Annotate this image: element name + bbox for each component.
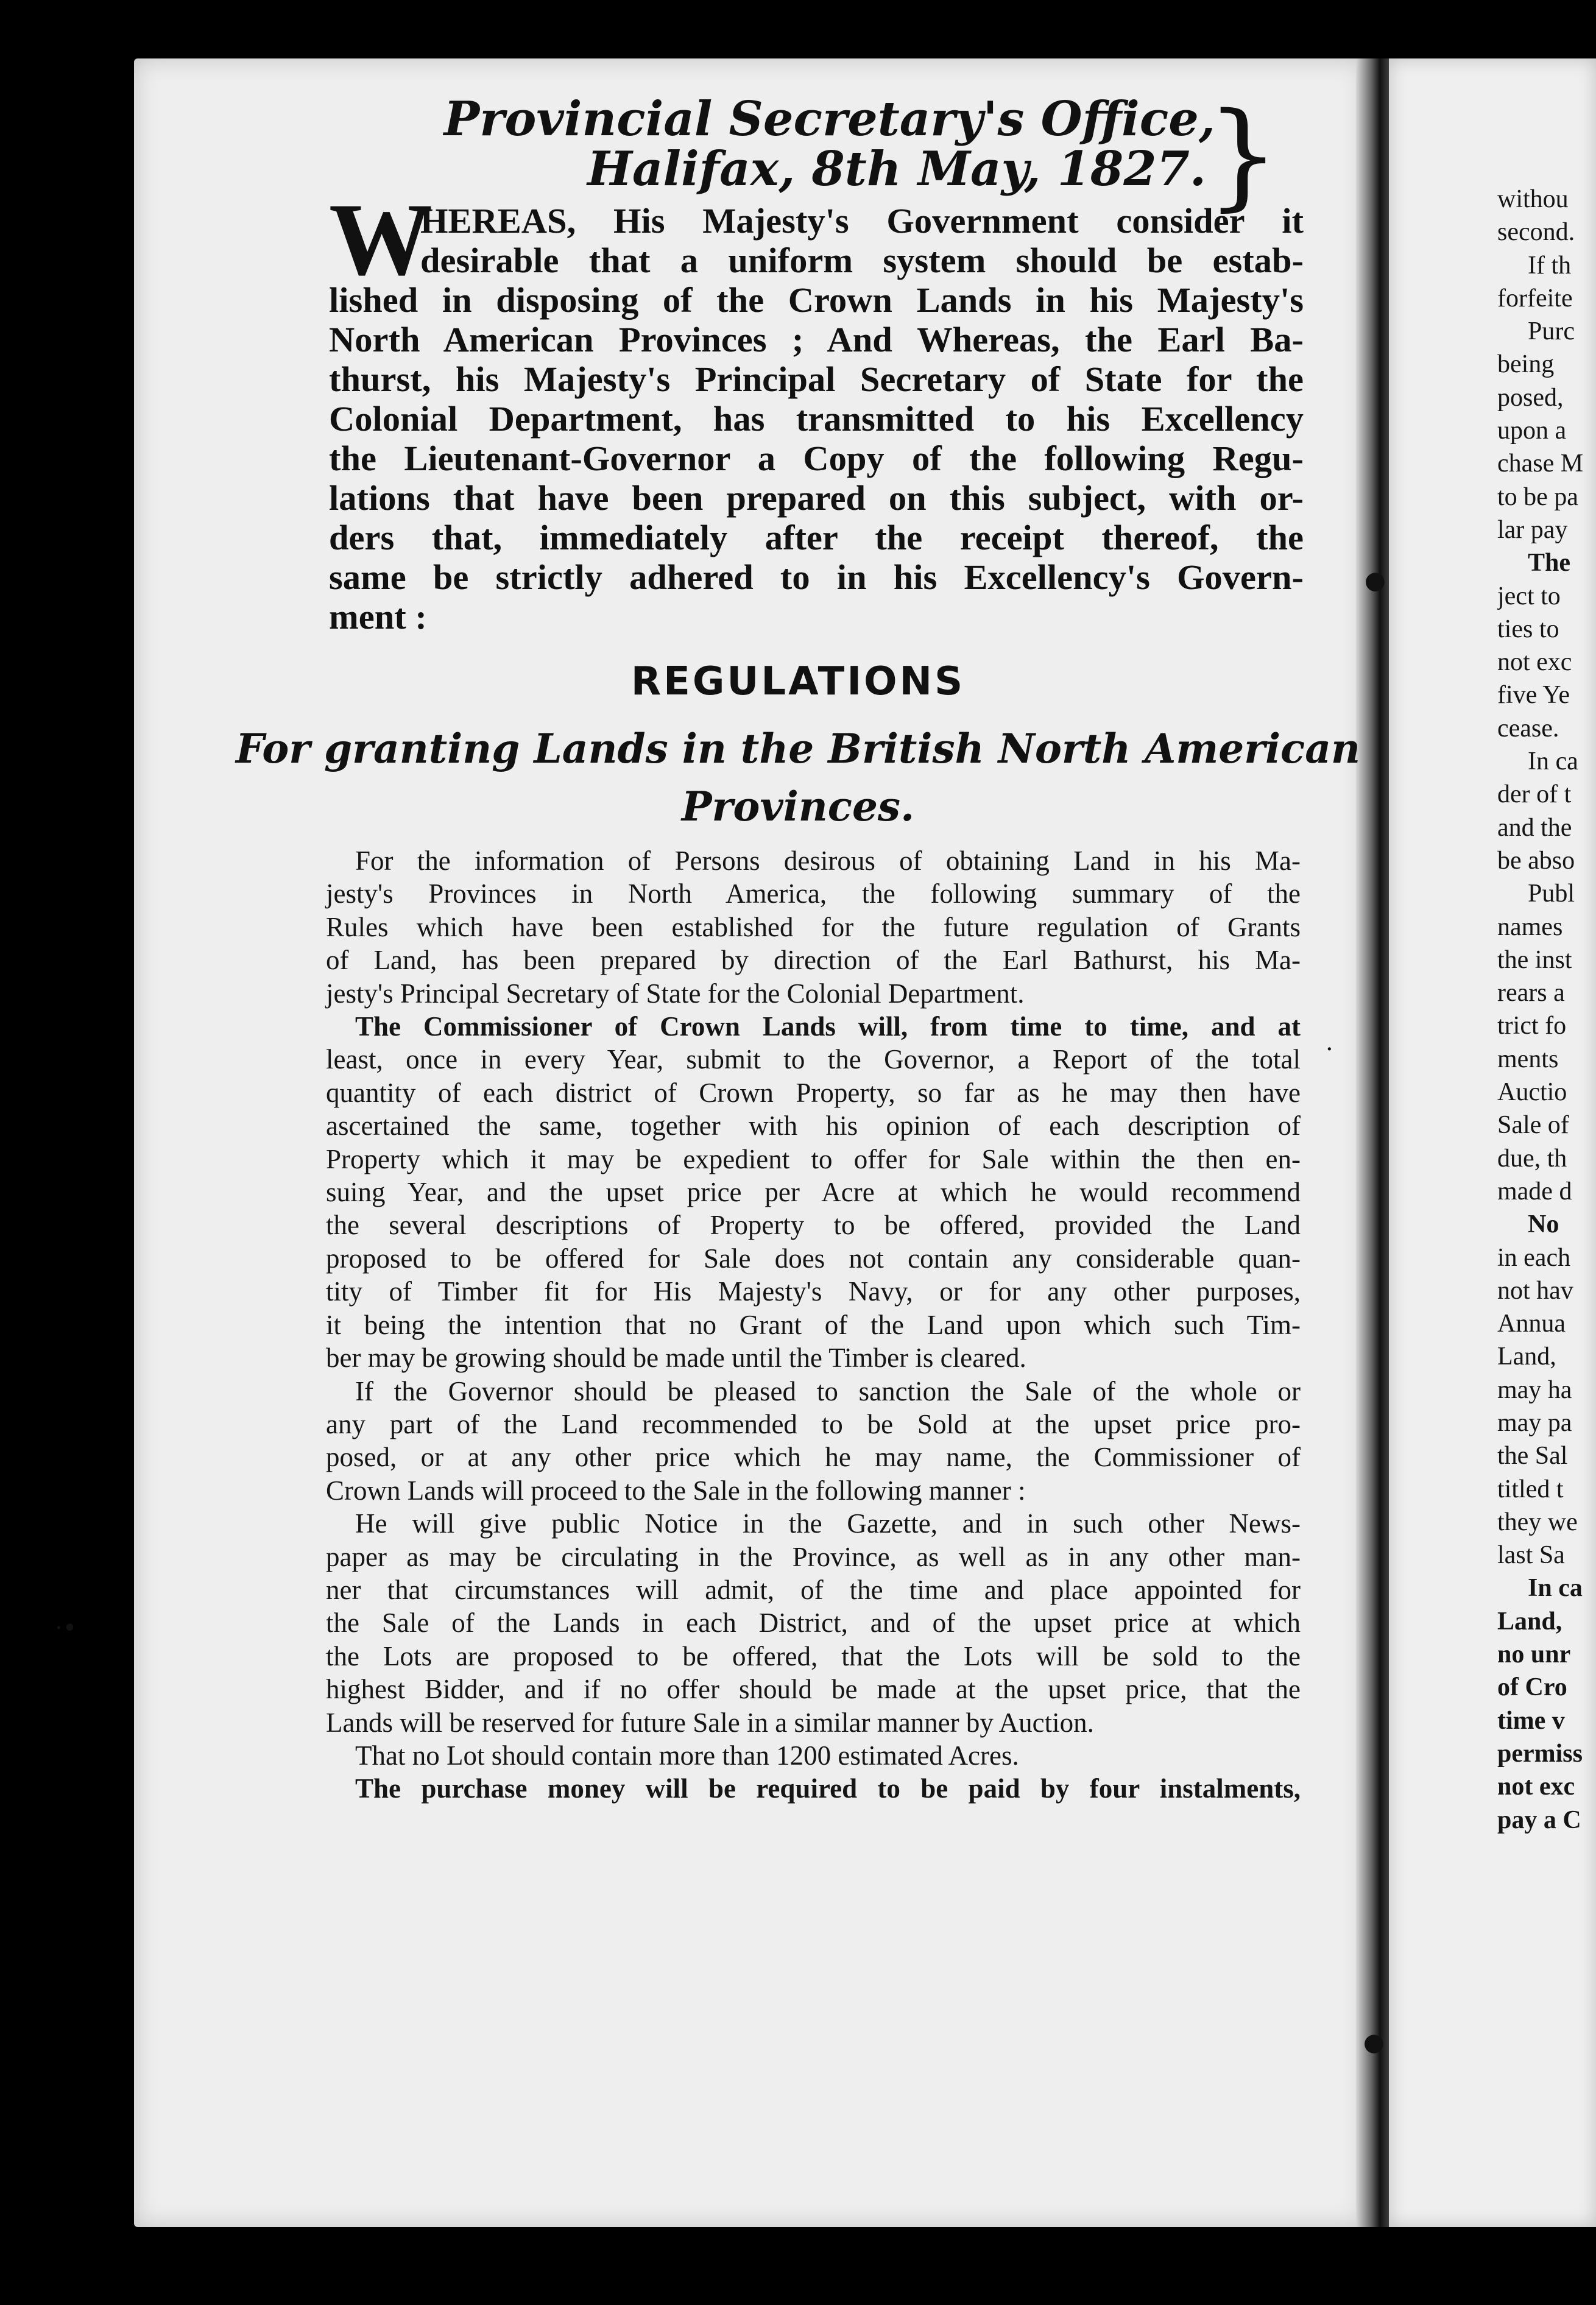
- whereas-paragraph: [329, 201, 1304, 637]
- right-line: rears a: [1497, 979, 1565, 1008]
- body-line: highest Bidder, and if no offer should be made at the upset price, that the: [326, 1674, 1301, 1705]
- page-speck: ·: [1326, 1036, 1333, 1064]
- body-line: For the information of Persons desirous of obtaining Land in his Ma-: [355, 845, 1301, 876]
- right-line: be abso: [1497, 846, 1575, 875]
- right-line: no unr: [1497, 1640, 1571, 1669]
- page-speck: ·•: [55, 1614, 77, 1642]
- right-line: In ca: [1528, 1574, 1583, 1603]
- body-line: That no Lot should contain more than 1200 estimated Acres.: [355, 1740, 1019, 1771]
- right-line: pay a C: [1497, 1806, 1581, 1834]
- whereas-line: desirable that a uniform system should be estab-: [420, 241, 1304, 280]
- body-line: paper as may be circulating in the Province, as well as in any other man-: [326, 1541, 1301, 1572]
- body-line: The purchase money will be required to be paid by four instalments,: [355, 1773, 1301, 1804]
- body-line: He will give public Notice in the Gazette, and in such other News-: [355, 1508, 1301, 1539]
- right-line: withou: [1497, 185, 1569, 213]
- whereas-line: same be strictly adhered to in his Excellency's Govern-: [329, 557, 1304, 597]
- header-office: Provincial Secretary's Office,: [443, 91, 1215, 147]
- whereas-line: lished in disposing of the Crown Lands in his Majesty's: [329, 280, 1304, 320]
- right-line: Land,: [1497, 1607, 1562, 1636]
- body-line: the Sale of the Lands in each District, and of the upset price at which: [326, 1608, 1301, 1639]
- right-line: Land,: [1497, 1343, 1556, 1371]
- body-line: Crown Lands will proceed to the Sale in the following manner :: [326, 1475, 1026, 1506]
- page-speck: ●: [1363, 2028, 1385, 2056]
- right-line: The: [1528, 549, 1571, 577]
- body-line: tity of Timber fit for His Majesty's Navy, or for any other purposes,: [326, 1276, 1301, 1307]
- body-line: ber may be growing should be made until the Timber is cleared.: [326, 1343, 1026, 1374]
- right-line: permiss: [1497, 1739, 1583, 1768]
- right-line: titled t: [1497, 1475, 1564, 1503]
- whereas-line: Colonial Department, has transmitted to his Excellency: [329, 399, 1304, 439]
- body-line: jesty's Principal Secretary of State for the Colonial Department.: [326, 978, 1025, 1009]
- right-line: not hav: [1497, 1276, 1573, 1305]
- drop-cap: W: [329, 182, 433, 297]
- body-line: posed, or at any other price which he may name, the Commissioner of: [326, 1442, 1301, 1473]
- whereas-line: lations that have been prepared on this subject, with or-: [329, 478, 1304, 518]
- right-line: being: [1497, 350, 1555, 379]
- body-line: quantity of each district of Crown Property, so far as he may then have: [326, 1077, 1301, 1108]
- whereas-line: thurst, his Majesty's Principal Secretary of State for the: [329, 359, 1304, 399]
- right-line: not exc: [1497, 648, 1572, 677]
- regulations-subtitle-2: Provinces.: [681, 783, 915, 830]
- right-line: time v: [1497, 1706, 1565, 1735]
- body-line: jesty's Provinces in North America, the following summary of the: [326, 878, 1301, 909]
- right-line: Annua: [1497, 1310, 1566, 1338]
- right-page-text: [1497, 183, 1596, 1837]
- right-line: may ha: [1497, 1375, 1572, 1404]
- right-line: second.: [1497, 218, 1575, 247]
- right-line: not exc: [1497, 1773, 1575, 1801]
- right-line: to be pa: [1497, 482, 1578, 511]
- body-line: ner that circumstances will admit, of the time and place appointed for: [326, 1574, 1301, 1605]
- body-line: The Commissioner of Crown Lands will, from time to time, and at: [355, 1011, 1301, 1042]
- body-line: proposed to be offered for Sale does not contain any considerable quan-: [326, 1243, 1301, 1274]
- right-line: names: [1497, 912, 1563, 941]
- body-line: Rules which have been established for the future regulation of Grants: [326, 911, 1301, 942]
- right-line: due, th: [1497, 1144, 1567, 1173]
- right-line: the Sal: [1497, 1442, 1568, 1470]
- page-gutter: [1356, 58, 1390, 2227]
- right-line: made d: [1497, 1177, 1572, 1205]
- right-line: Auctio: [1497, 1078, 1567, 1107]
- body-line: it being the intention that no Grant of the Land upon which such Tim-: [326, 1309, 1301, 1340]
- right-line: posed,: [1497, 383, 1564, 412]
- whereas-line: North American Provinces ; And Whereas, the Earl Ba-: [329, 320, 1304, 359]
- right-line: last Sa: [1497, 1541, 1565, 1570]
- right-line: and the: [1497, 813, 1572, 842]
- right-line: Purc: [1528, 317, 1575, 346]
- right-line: der of t: [1497, 780, 1572, 809]
- body-line: Lands will be reserved for future Sale in a similar manner by Auction.: [326, 1707, 1094, 1738]
- right-line: upon a: [1497, 417, 1567, 445]
- right-line: In ca: [1528, 747, 1578, 776]
- header-brace: }: [1206, 88, 1280, 222]
- body-line: any part of the Land recommended to be Sold at the upset price pro-: [326, 1408, 1301, 1439]
- right-line: five Ye: [1497, 681, 1570, 710]
- body-line: Property which it may be expedient to offer for Sale within the then en-: [326, 1143, 1301, 1174]
- right-line: trict fo: [1497, 1012, 1567, 1040]
- page-speck: ●: [1365, 567, 1386, 595]
- right-line: may pa: [1497, 1408, 1572, 1437]
- body-line: the several descriptions of Property to be offered, provided the Land: [326, 1210, 1301, 1241]
- regulations-body: [326, 844, 1301, 1806]
- body-line: ascertained the same, together with his opinion of each description of: [326, 1110, 1301, 1142]
- right-line: ties to: [1497, 615, 1559, 643]
- regulations-heading: REGULATIONS: [630, 659, 966, 704]
- right-line: the inst: [1497, 945, 1572, 974]
- whereas-line: ders that, immediately after the receipt thereof, the: [329, 518, 1304, 557]
- right-line: cease.: [1497, 714, 1559, 743]
- right-line: No: [1528, 1210, 1559, 1239]
- right-line: of Cro: [1497, 1673, 1567, 1702]
- right-line: in each: [1497, 1243, 1571, 1272]
- right-line: they we: [1497, 1508, 1578, 1536]
- right-line: ments: [1497, 1045, 1559, 1073]
- body-line: the Lots are proposed to be offered, that the Lots will be sold to the: [326, 1640, 1301, 1671]
- right-line: forfeite: [1497, 284, 1573, 312]
- body-line: suing Year, and the upset price per Acre at which he would recommend: [326, 1177, 1301, 1208]
- whereas-line: the Lieutenant-Governor a Copy of the following Regu-: [329, 439, 1304, 478]
- whereas-line: HEREAS, His Majesty's Government consider it: [420, 201, 1304, 241]
- body-line: least, once in every Year, submit to the Governor, a Report of the total: [326, 1044, 1301, 1075]
- header-place-date: Halifax, 8th May, 1827.: [587, 141, 1206, 197]
- right-line: ject to: [1497, 582, 1561, 610]
- right-line: Publ: [1528, 880, 1575, 908]
- whereas-line: ment :: [329, 597, 427, 637]
- right-line: Sale of: [1497, 1111, 1569, 1140]
- body-line: of Land, has been prepared by direction of the Earl Bathurst, his Ma-: [326, 945, 1301, 976]
- right-line: lar pay: [1497, 515, 1568, 544]
- right-line: chase M: [1497, 450, 1584, 478]
- right-line: If th: [1528, 251, 1572, 280]
- body-line: If the Governor should be pleased to sanction the Sale of the whole or: [355, 1375, 1301, 1407]
- regulations-subtitle-1: For granting Lands in the British North American: [236, 725, 1360, 772]
